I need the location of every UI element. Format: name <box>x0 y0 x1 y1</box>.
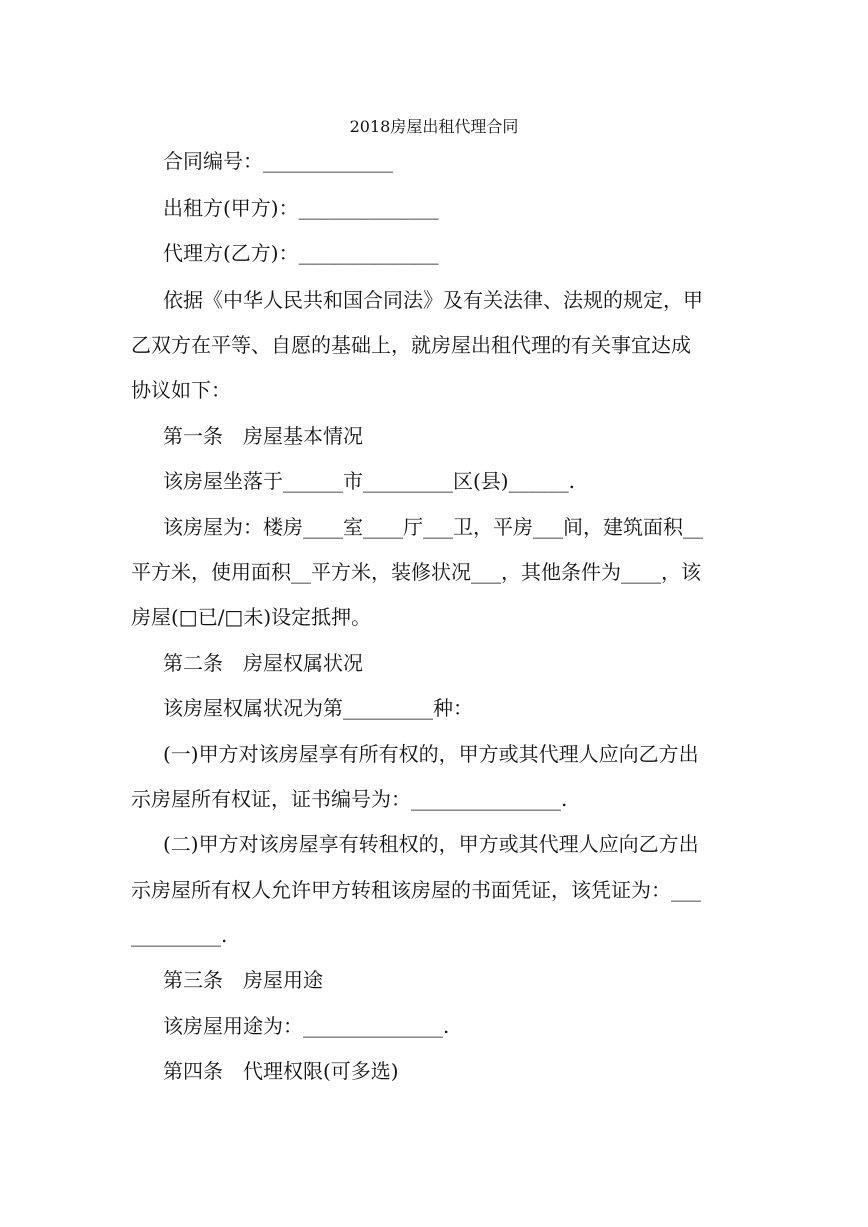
contract-number-line: 合同编号：_____________ <box>163 149 393 173</box>
article-4-heading: 第四条 代理权限(可多选) <box>163 1059 399 1083</box>
article-2-item-2-line-2: 示房屋所有权人允许甲方转租该房屋的书面凭证，该凭证为：___ <box>131 878 701 902</box>
article-2-heading: 第二条 房屋权属状况 <box>163 651 363 675</box>
article-2-status: 该房屋权属状况为第_________种： <box>163 696 473 720</box>
article-2-item-1-line-2: 示房屋所有权证，证书编号为：_______________. <box>131 787 568 811</box>
article-2-item-2-line-1: (二)甲方对该房屋享有转租权的，甲方或其代理人应向乙方出 <box>163 832 699 856</box>
article-2-item-1-line-1: (一)甲方对该房屋享有所有权的，甲方或其代理人应向乙方出 <box>163 742 699 766</box>
article-1-location: 该房屋坐落于______市_________区(县)______. <box>163 469 575 493</box>
article-3-heading: 第三条 房屋用途 <box>163 968 323 992</box>
lessor-line: 出租方(甲方)：______________ <box>163 196 439 220</box>
article-1-details-line-2: 平方米，使用面积__平方米，装修状况___，其他条件为____，该 <box>131 560 701 584</box>
preamble-line-2: 乙双方在平等、自愿的基础上，就房屋出租代理的有关事宜达成 <box>131 333 691 357</box>
document-title: 2018房屋出租代理合同 <box>349 117 519 136</box>
article-1-details-line-1: 该房屋为：楼房____室____厅___卫，平房___间，建筑面积__ <box>163 515 703 539</box>
preamble-line-1: 依据《中华人民共和国合同法》及有关法律、法规的规定，甲 <box>163 288 703 312</box>
article-3-usage: 该房屋用途为：______________. <box>163 1014 450 1038</box>
agent-line: 代理方(乙方)：______________ <box>163 241 439 265</box>
article-2-item-2-line-3: _________. <box>131 923 228 947</box>
preamble-line-3: 协议如下： <box>131 378 231 402</box>
article-1-heading: 第一条 房屋基本情况 <box>163 424 363 448</box>
article-1-details-line-3: 房屋(□已/□未)设定抵押。 <box>131 605 372 629</box>
